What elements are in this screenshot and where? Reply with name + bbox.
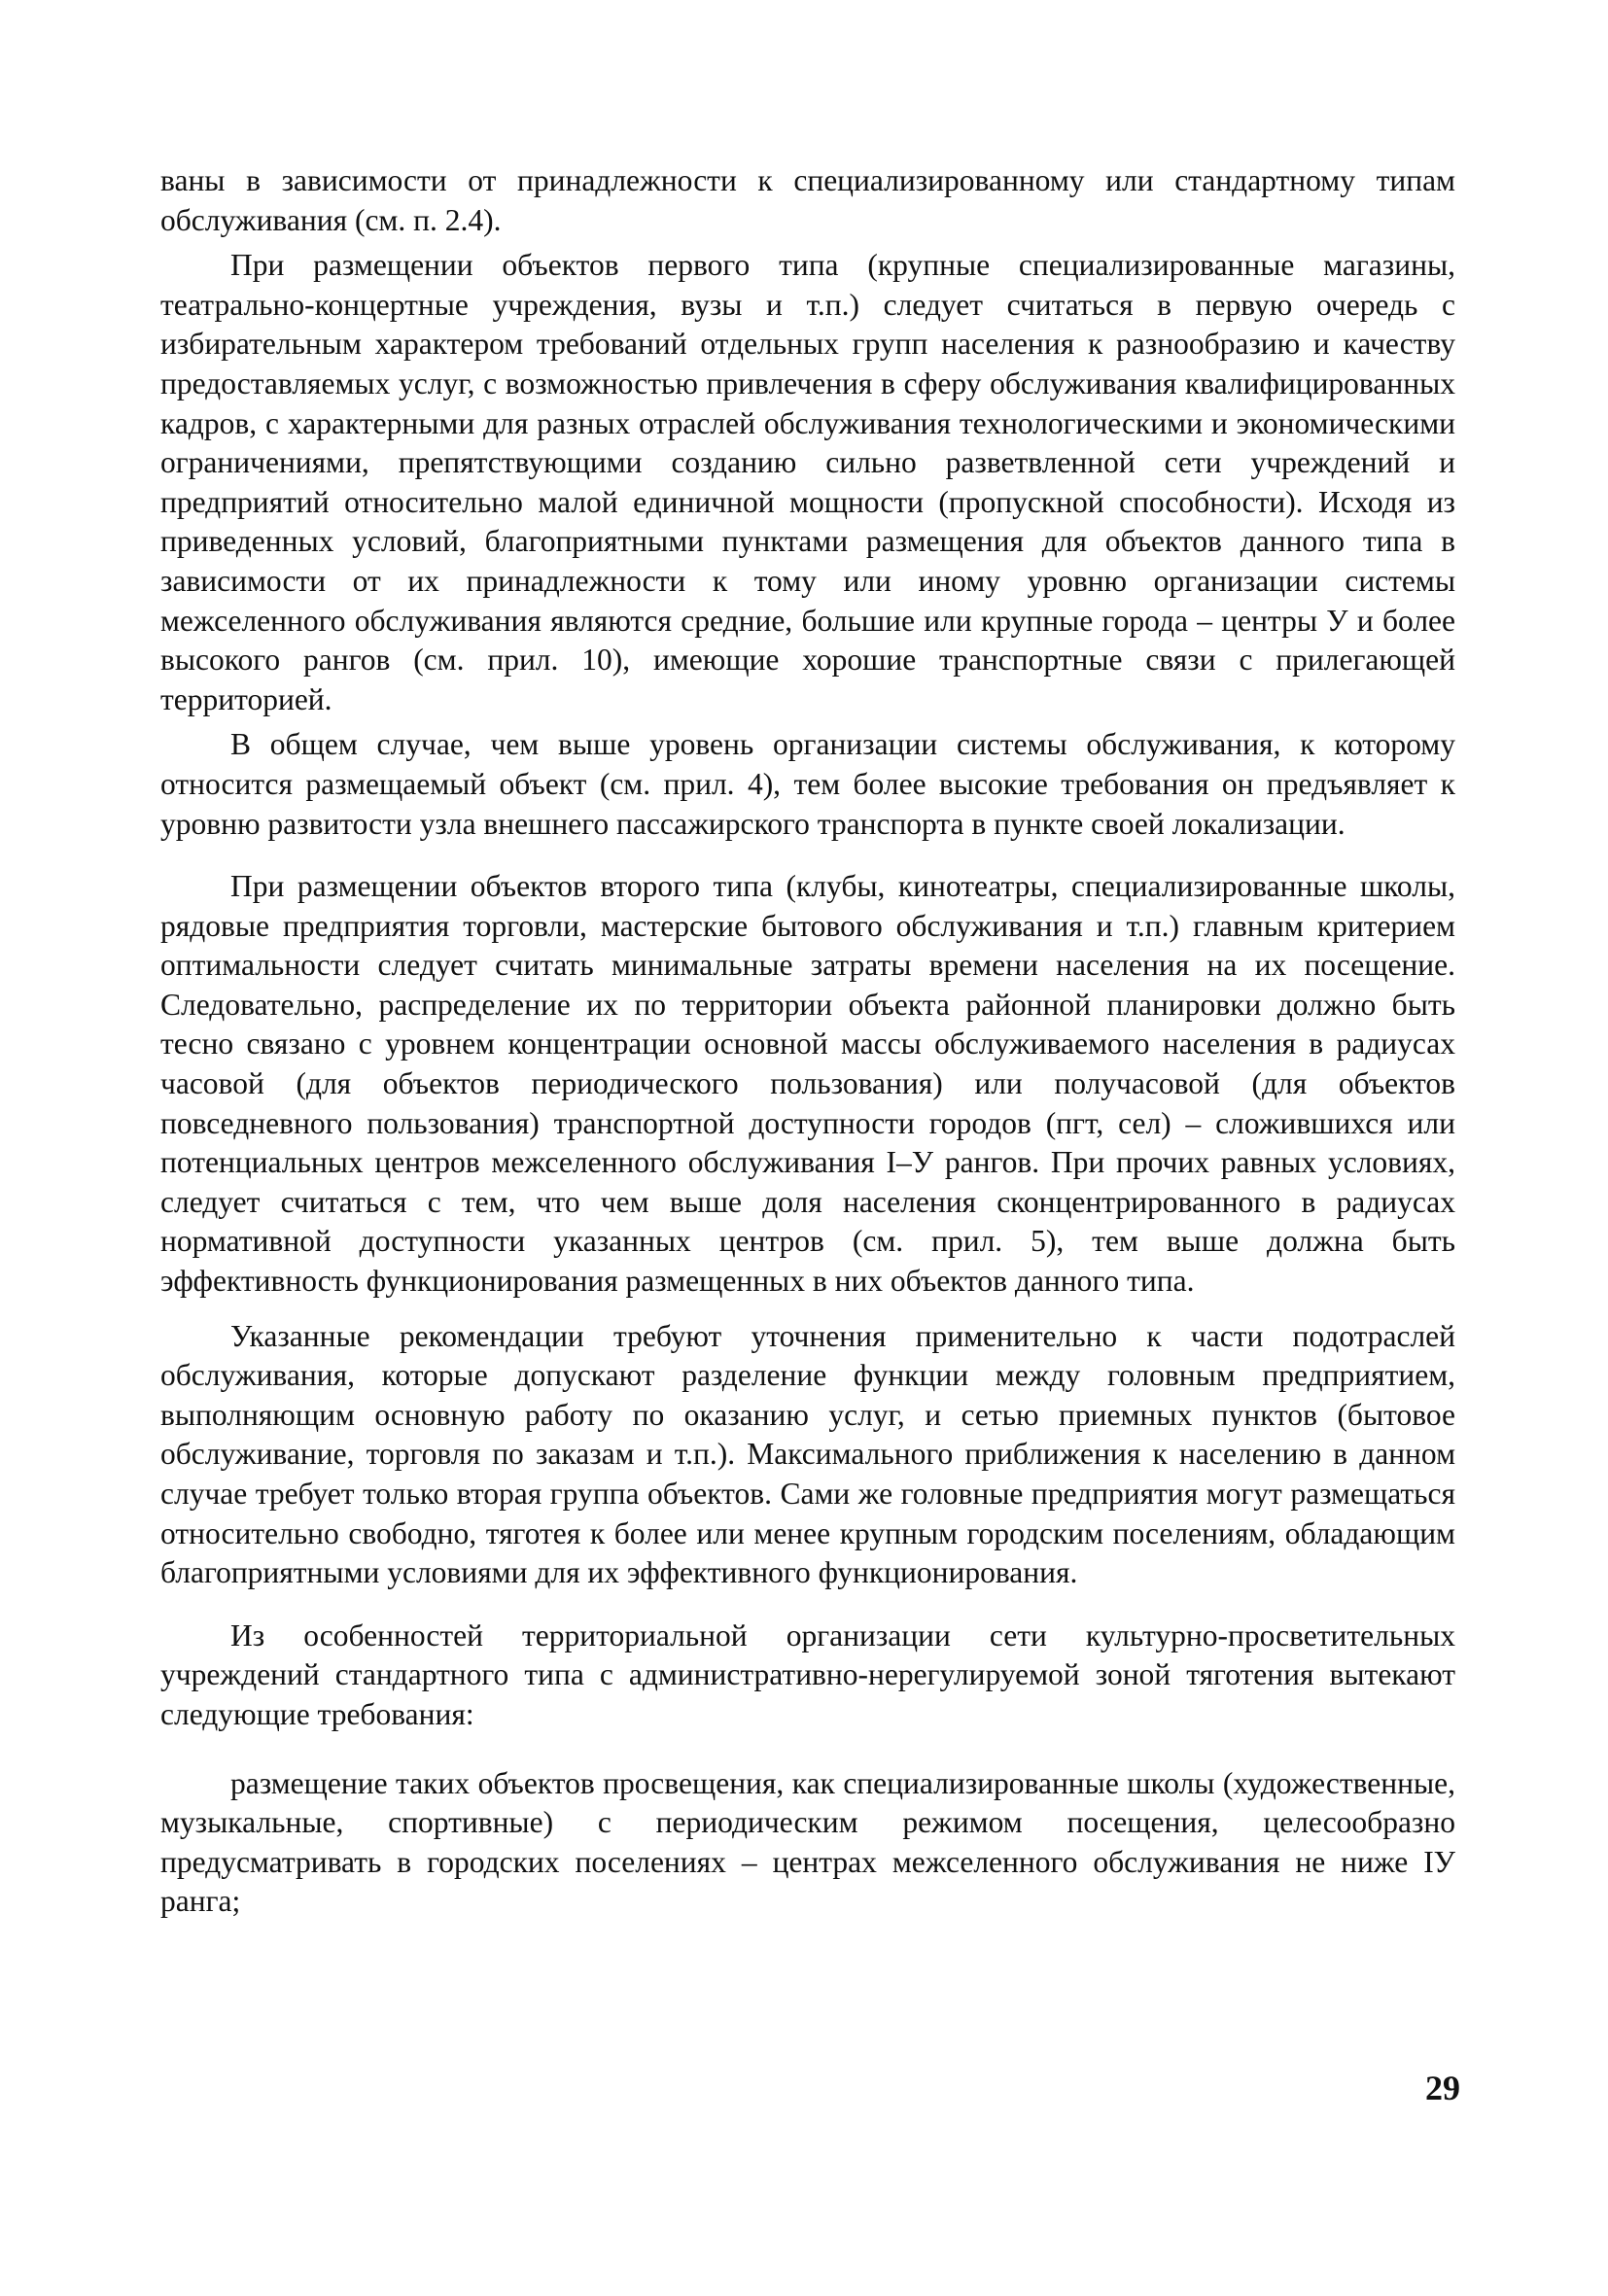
paragraph-second-type-objects: При размещении объектов второго типа (клубы, кинотеатры, специализированные школы, рядовые предприятия торговли, мастерские бытового обслуживания и т.п.) главным критерием оптимальности следует считать минимальные затраты времени населения на их посещение. Следовательно, распределение их по территории объекта районной планировки должно быть тесно связано с уровнем концентрации основной массы обслуживаемого населения в радиусах часовой (для объектов периодического пользования) или получасовой (для объектов повседневного пользования) транспортной доступности городов (пгт, сел) – сложившихся или потенциальных центров межселенного обслуживания I–У рангов. При прочих равных условиях, следует считаться с тем, что чем выше доля населения сконцентрированного в радиусах нормативной доступности указанных центров (см. прил. 5), тем выше должна быть эффективность функционирования размещенных в них объектов данного типа. (160, 869, 1455, 1299)
paragraph-recommendations: Указанные рекомендации требуют уточнения применительно к части подотраслей обслуживания, которые допускают разделение функции между головным предприятием, выполняющим основную работу по оказанию услуг, и сетью приемных пунктов (бытовое обслуживание, торговля по заказам и т.п.). Максимального приближения к населению в данном случае требует только вторая группа объектов. Сами же головные предприятия могут размещаться относительно свободно, тяготея к более или менее крупным городским поселениям, обладающим благоприятными условиями для их эффективного функционирования. (160, 1318, 1455, 1590)
page-number: 29 (1425, 2069, 1460, 2107)
paragraph-continuation: ваны в зависимости от принадлежности к специализированному или стандартному типам обслуживания (см. п. 2.4). (160, 163, 1455, 237)
paragraph-service-levels: В общем случае, чем выше уровень организации системы обслуживания, к которому относится размещаемый объект (см. прил. 4), тем более высокие требования он предъявляет к уровню развитости узла внешнего пассажирского транспорта в пункте своей локализации. (160, 727, 1455, 841)
paragraph-first-type-objects: При размещении объектов первого типа (крупные специализированные магазины, театрально-концертные учреждения, вузы и т.п.) следует считаться в первую очередь с избирательным характером требований отдельных групп населения к разнообразию и качеству предоставляемых услуг, с возможностью привлечения в сферу обслуживания квалифицированных кадров, с характерными для разных отраслей обслуживания технологическими и экономическими ограничениями, препятствующими созданию сильно разветвленной сети учреждений и предприятий относительно малой единичной мощности (пропускной способности). Исходя из приведенных условий, благоприятными пунктами размещения для объектов данного типа в зависимости от их принадлежности к тому или иному уровню организации системы межселенного обслуживания являются средние, большие или крупные города – центры У и более высокого рангов (см. прил. 10), имеющие хорошие транспортные связи с прилегающей территорией. (160, 248, 1455, 716)
paragraph-schools-placement: размещение таких объектов просвещения, как специализированные школы (художественные, музыкальные, спортивные) с периодическим режимом посещения, целесообразно предусматривать в городских поселениях – центрах межселенного обслуживания не ниже IУ ранга; (160, 1765, 1455, 1919)
paragraph-requirements-intro: Из особенностей территориальной организации сети культурно-просветительных учреждений стандартного типа с административно-нерегулируемой зоной тяготения вытекают следующие требования: (160, 1618, 1455, 1731)
body-text (160, 161, 1455, 1922)
